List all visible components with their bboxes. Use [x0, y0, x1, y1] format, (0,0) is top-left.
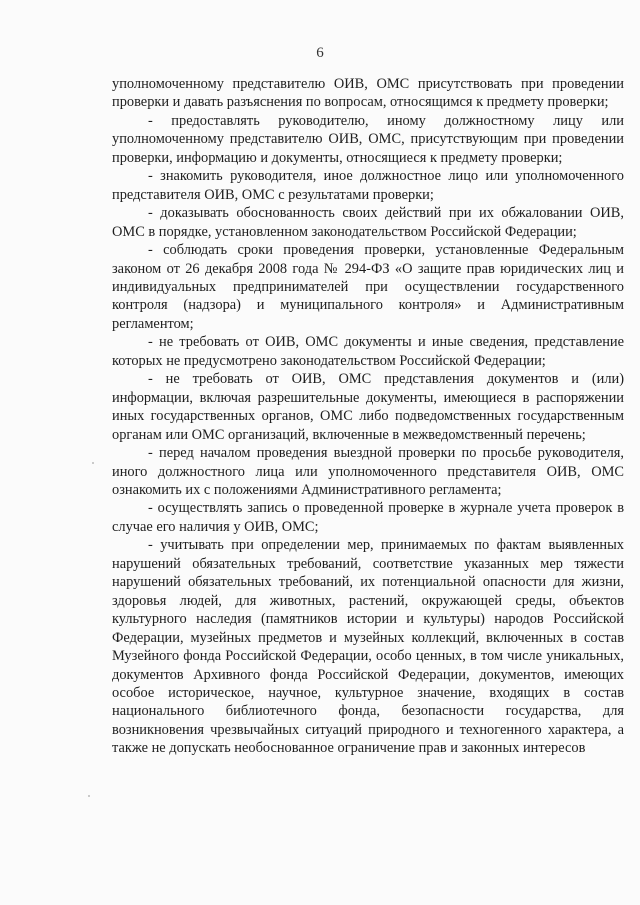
paragraph: - знакомить руководителя, иное должностное лицо или уполномоченного представителя ОИВ, ОМС с результатами проверки;	[112, 168, 624, 203]
paragraph: - не требовать от ОИВ, ОМС документы и иные сведения, представление которых не предусмотрено законодательством Российской Федерации;	[112, 334, 624, 369]
paragraph: уполномоченному представителю ОИВ, ОМС присутствовать при проведении проверки и давать разъяснения по вопросам, относящимся к предмету проверки;	[112, 76, 624, 111]
scan-dot	[88, 795, 90, 797]
paragraph: - предоставлять руководителю, иному должностному лицу или уполномоченному представителю ОИВ, ОМС, присутствующим при проведении проверки, информацию и документы, относящиеся к предмету проверки;	[112, 112, 624, 166]
paragraph: - перед началом проведения выездной проверки по просьбе руководителя, иного должностного лица или уполномоченного представителя ОИВ, ОМС ознакомить их с положениями Административного регламента;	[112, 445, 624, 498]
page-number: 6	[316, 45, 324, 61]
scan-dot	[92, 462, 94, 464]
paragraph: - соблюдать сроки проведения проверки, установленные Федеральным законом от 26 декабря 2008 года № 294-ФЗ «О защите прав юридических лиц и индивидуальных предпринимателей при осуществлении государственного контроля (надзора) и муниципального контроля» и Административным регламентом;	[112, 242, 624, 332]
paragraph: - учитывать при определении мер, принимаемых по фактам выявленных нарушений обязательных требований, соответствие указанных мер тяжести нарушений обязательных требований, их потенциальной опасности для жизни, здоровья людей, для животных, растений, окружающей среды, объектов культурного наследия (памятников истории и культуры) народов Российской Федерации, музейных предметов и музейных коллекций, включенных в состав Музейного фонда Российской Федерации, особо ценных, в том числе уникальных, документов Архивного фонда Российской Федерации, документов, имеющих особое историческое, научное, культурное значение, входящих в состав национального библиотечного фонда, безопасности государства, для возникновения чрезвычайных ситуаций природного и техногенного характера, а также не допускать необоснованное ограничение прав и законных интересов	[112, 537, 624, 757]
paragraph: - доказывать обоснованность своих действий при их обжаловании ОИВ, ОМС в порядке, установленном законодательством Российской Федерации;	[112, 205, 624, 240]
document-body	[112, 75, 624, 758]
paragraph: - осуществлять запись о проведенной проверке в журнале учета проверок в случае его наличия у ОИВ, ОМС;	[112, 500, 624, 535]
paragraph: - не требовать от ОИВ, ОМС представления документов и (или) информации, включая разрешительные документы, имеющиеся в распоряжении иных государственных органов, ОМС либо подведомственных государственным органам или ОМС организаций, включенные в межведомственный перечень;	[112, 371, 624, 443]
